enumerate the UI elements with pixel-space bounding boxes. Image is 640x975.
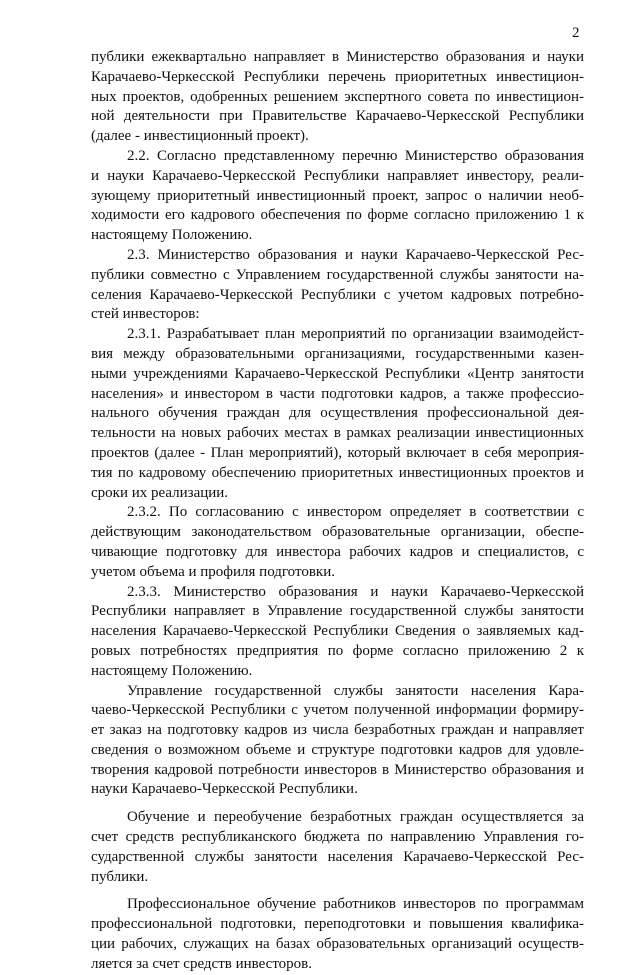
text-line: публики совместно с Управлением государственной службы занятости на- xyxy=(91,266,584,283)
text-line: профессиональной подготовки, переподготовки и повышения квалифика- xyxy=(91,916,584,933)
text-line: ных проектов, одобренных решением экспертного совета по инвестицион- xyxy=(91,88,584,105)
text-line: сударственной службы занятости населения Карачаево-Черкесской Рес- xyxy=(91,848,584,865)
text-line: стей инвесторов: xyxy=(91,306,200,323)
paragraph xyxy=(91,895,584,974)
text-line: настоящему Положению. xyxy=(91,662,253,679)
text-line: населения» и инвестором в части подготовки кадров, а также профессио- xyxy=(91,385,584,402)
text-line: настоящему Положению. xyxy=(91,227,253,244)
text-line: творения кадровой потребности инвесторов в Министерство образования и xyxy=(91,761,584,778)
text-line: 2.3.1. Разрабатывает план мероприятий по организации взаимодейст- xyxy=(127,326,584,343)
text-line: ной деятельности при Правительстве Карачаево-Черкесской Республики xyxy=(91,108,584,125)
paragraph xyxy=(91,808,584,887)
text-line: зующему приоритетный инвестиционный проект, запрос о наличии необ- xyxy=(91,187,584,204)
text-line: Управление государственной службы занятости населения Кара- xyxy=(127,682,584,699)
text-line: ции рабочих, служащих на базах образовательных организаций осуществ- xyxy=(91,936,584,953)
paragraph xyxy=(91,682,584,801)
text-line: науки Карачаево-Черкесской Республики. xyxy=(91,781,358,798)
paragraph xyxy=(91,325,584,503)
text-line: нального обучения граждан для осуществления профессиональной дея- xyxy=(91,405,584,422)
text-line: Республики направляет в Управление государственной службы занятости xyxy=(91,603,584,620)
text-line: тия по кадровому обеспечению приоритетных инвестиционных проектов и xyxy=(91,464,584,481)
document-body xyxy=(91,48,584,975)
text-line: публики. xyxy=(91,868,149,885)
text-line: (далее - инвестиционный проект). xyxy=(91,128,309,145)
text-line: проектов (далее - План мероприятий), который включает в себя мероприя- xyxy=(91,444,584,461)
text-line: 2.3. Министерство образования и науки Карачаево-Черкесской Рес- xyxy=(127,246,584,263)
text-line: ляется за счет средств инвесторов. xyxy=(91,955,313,972)
page-number: 2 xyxy=(572,25,580,41)
text-line: 2.3.3. Министерство образования и науки Карачаево-Черкесской xyxy=(127,583,584,600)
text-line: ными учреждениями Карачаево-Черкесской Республики «Центр занятости xyxy=(91,365,584,382)
paragraph xyxy=(91,503,584,582)
text-line: 2.3.2. По согласованию с инвестором определяет в соответствии с xyxy=(127,504,584,521)
text-line: 2.2. Согласно представленному перечню Министерство образования xyxy=(127,147,584,164)
text-line: селения Карачаево-Черкесской Республики с учетом кадровых потребно- xyxy=(91,286,584,303)
text-line: Карачаево-Черкесской Республики перечень приоритетных инвестицион- xyxy=(91,68,584,85)
text-line: Обучение и переобучение безработных граждан осуществляется за xyxy=(127,809,584,826)
text-line: Профессиональное обучение работников инвесторов по программам xyxy=(127,896,584,913)
paragraph-gap xyxy=(91,887,584,895)
text-line: действующим законодательством образовательные организации, обеспе- xyxy=(91,524,584,541)
text-line: сроки их реализации. xyxy=(91,484,229,501)
text-line: публики ежеквартально направляет в Министерство образования и науки xyxy=(91,49,584,65)
text-line: чаево-Черкесской Республики с учетом полученной информации формиру- xyxy=(91,702,584,719)
text-line: ровых потребностях предприятия по форме согласно приложению 2 к xyxy=(91,642,584,659)
text-line: ет заказ на подготовку кадров из числа безработных граждан и направляет xyxy=(91,722,584,739)
text-line: сведения о возможном объеме и структуре подготовки кадров для удовле- xyxy=(91,741,584,758)
text-line: тельности на новых рабочих местах в рамках реализации инвестиционных xyxy=(91,425,584,442)
paragraph-gap xyxy=(91,800,584,808)
paragraph xyxy=(91,147,584,246)
text-line: и науки Карачаево-Черкесской Республики направляет инвестору, реали- xyxy=(91,167,584,184)
paragraph xyxy=(91,246,584,325)
text-line: ходимости его кадрового обеспечения по форме согласно приложению 1 к xyxy=(91,207,584,224)
text-line: счет средств республиканского бюджета по направлению Управления го- xyxy=(91,829,584,846)
text-line: населения Карачаево-Черкесской Республики Сведения о заявляемых кад- xyxy=(91,623,584,640)
paragraph xyxy=(91,48,584,147)
text-line: вия между образовательными организациями, государственными казен- xyxy=(91,345,584,362)
text-line: учетом объема и профиля подготовки. xyxy=(91,563,335,580)
paragraph xyxy=(91,583,584,682)
text-line: чивающие подготовку для инвестора рабочих кадров и специалистов, с xyxy=(91,543,584,560)
